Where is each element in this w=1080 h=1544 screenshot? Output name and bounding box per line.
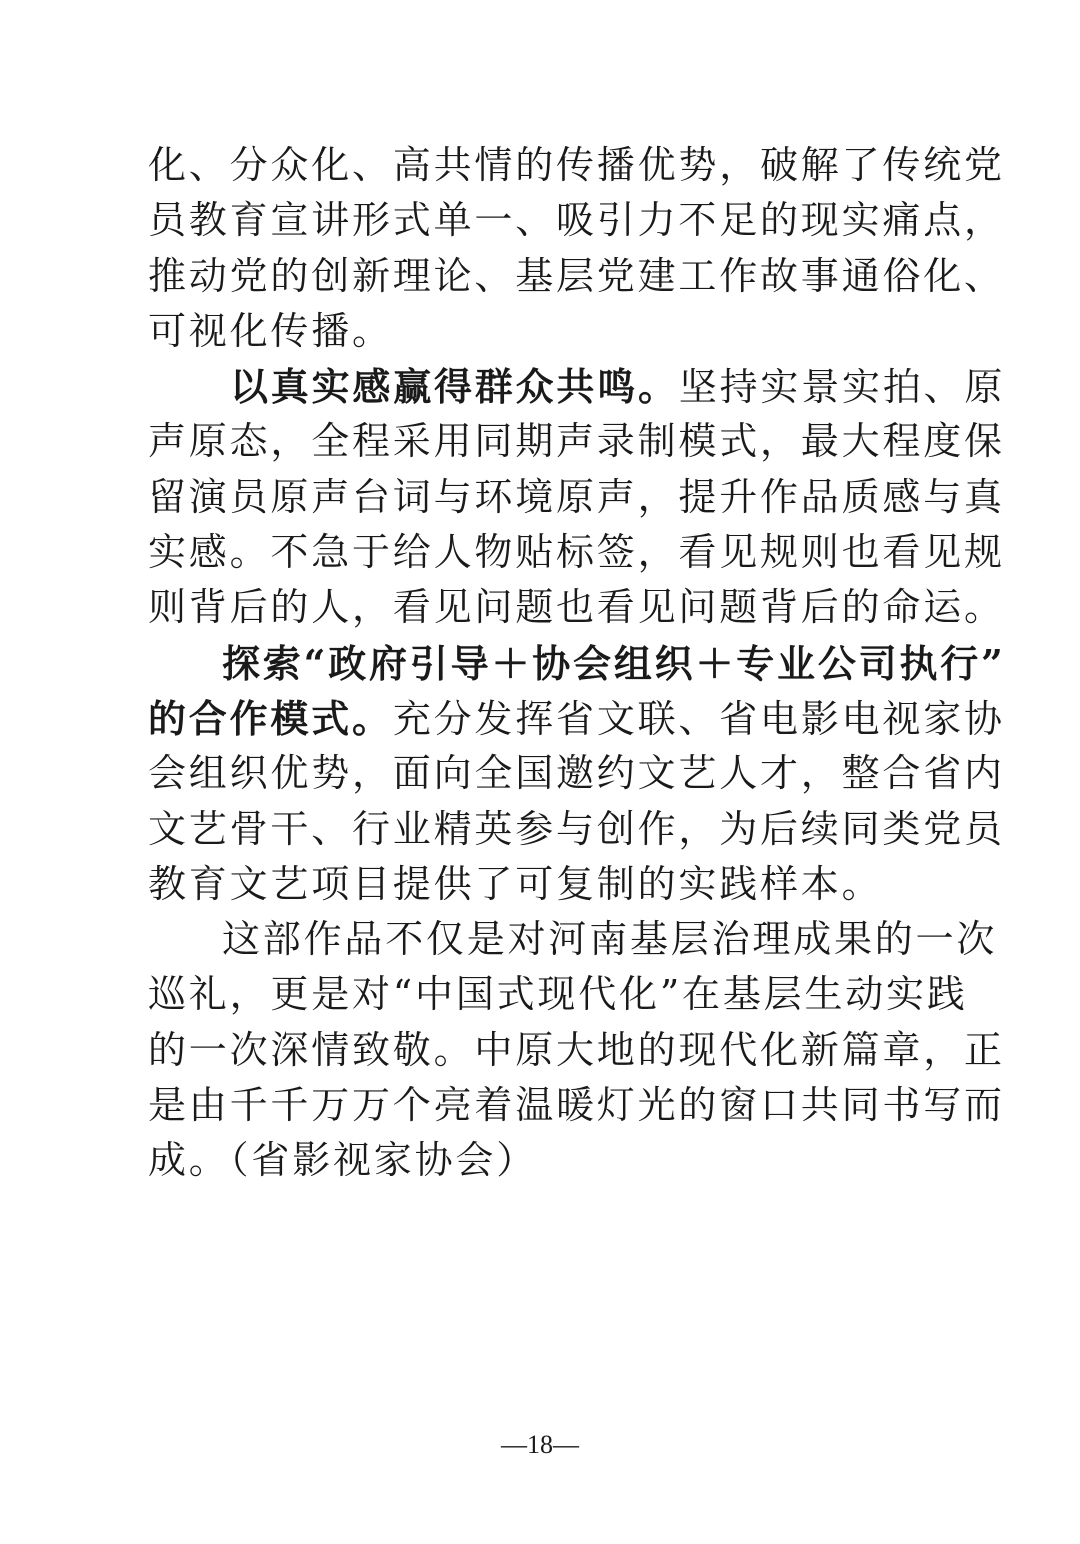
text-line [148,470,1005,525]
text-line [148,636,1006,691]
line-text: 推动党的创新理论、基层党建工作故事通俗化、 [148,253,1005,298]
text-line [148,857,938,912]
line-text: 充分发挥省文联、省电影电视家协 [392,696,1005,741]
line-text: 实感。不急于给人物贴标签，看见规则也看见规 [148,530,1005,575]
paragraph-heading: 以真实感赢得群众共鸣。 [230,364,679,410]
line-text: 可视化传播。 [148,308,393,353]
line-text: 留演员原声台词与环境原声，提升作品质感与真 [148,474,1005,519]
body-text [148,138,1006,1189]
line-text: 教育文艺项目提供了可复制的实践样本。 [148,861,883,906]
text-line [148,525,1005,580]
paragraph-heading: 探索“政府引导＋协会组织＋专业公司执行” [222,640,1006,686]
text-line [148,691,1005,746]
text-line [148,967,968,1022]
line-text: 会组织优势，面向全国邀约文艺人才，整合省内 [148,751,1005,796]
line-text: 则背后的人，看见问题也看见问题背后的命运。 [148,585,1005,630]
text-line [148,138,1005,193]
line-text: 这部作品不仅是对河南基层治理成果的一次 [222,917,998,962]
text-line [148,580,1005,635]
paragraph-heading: 的合作模式。 [148,695,393,741]
text-line [148,414,1005,469]
text-line [148,249,1005,304]
line-text: 化、分众化、高共情的传播优势，破解了传统党 [148,143,1005,187]
line-text: 员教育宣讲形式单一、吸引力不足的现实痛点， [148,198,1005,243]
text-line [148,1078,1005,1133]
text-line [148,746,1005,801]
text-line [148,359,1006,414]
text-line [148,802,1005,857]
line-text: 声原态，全程采用同期声录制模式，最大程度保 [148,419,1005,464]
line-text: 坚持实景实拍、原 [678,365,1006,410]
text-line [148,1133,938,1188]
line-text: 文艺骨干、行业精英参与创作，为后续同类党员 [148,806,1005,851]
text-line [148,912,998,967]
text-line [148,1023,1005,1078]
page-number: —18— [501,1430,579,1459]
line-text: 的一次深情致敬。中原大地的现代化新篇章，正 [148,1027,1005,1072]
line-text: 是由千千万万个亮着温暖灯光的窗口共同书写而 [148,1083,1005,1128]
line-text: 成。（省影视家协会） [148,1138,538,1183]
line-text: 巡礼，更是对“中国式现代化”在基层生动实践 [148,972,968,1017]
text-line [148,193,1005,248]
text-line [148,304,938,359]
